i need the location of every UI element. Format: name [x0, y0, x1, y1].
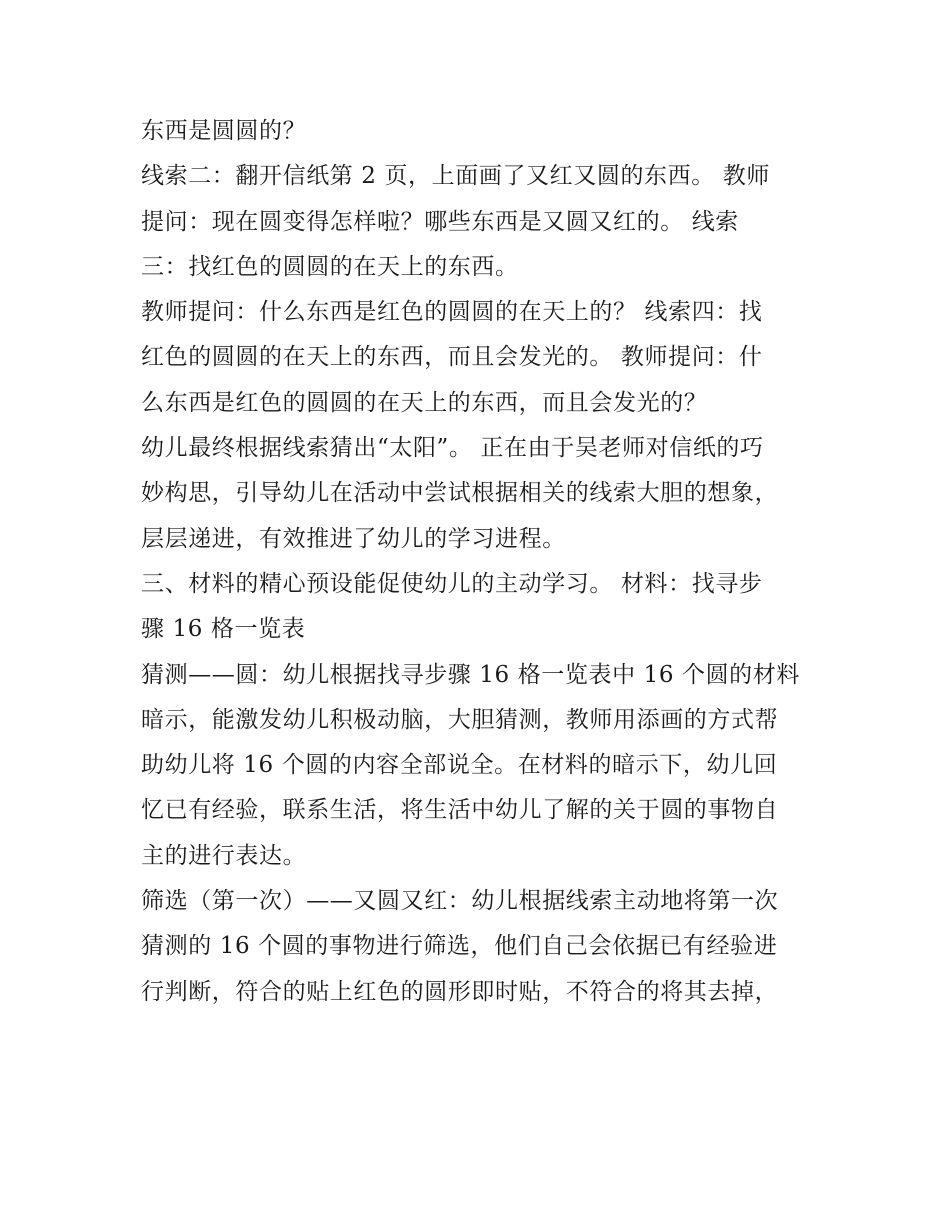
- text-line: 么东西是红色的圆圆的在天上的东西，而且会发光的？: [141, 389, 708, 416]
- text-line: 主的进行表达。: [141, 842, 307, 869]
- text-line: 红色的圆圆的在天上的东西，而且会发光的。 教师提问：什: [141, 344, 763, 371]
- text-line: 幼儿最终根据线索猜出“太阳”。 正在由于吴老师对信纸的巧: [141, 435, 764, 462]
- text-line: 忆已有经验，联系生活，将生活中幼儿了解的关于圆的事物自: [141, 797, 779, 824]
- text-line: 行判断，符合的贴上红色的圆形即时贴，不符合的将其去掉，: [141, 978, 779, 1005]
- text-line: 教师提问：什么东西是红色的圆圆的在天上的？ 线索四：找: [141, 299, 763, 326]
- text-line: 层层递进，有效推进了幼儿的学习进程。: [141, 525, 566, 552]
- text-line: 暗示，能激发幼儿积极动脑，大胆猜测，教师用添画的方式帮: [141, 706, 779, 733]
- body-text: [141, 109, 821, 1015]
- text-line: 助幼儿将 16 个圆的内容全部说全。在材料的暗示下，幼儿回: [141, 752, 778, 779]
- text-line: 线索二：翻开信纸第 2 页，上面画了又红又圆的东西。 教师: [141, 163, 770, 190]
- text-line: 筛选（第一次）——又圆又红：幼儿根据线索主动地将第一次: [141, 888, 779, 915]
- text-line: 骤 16 格一览表: [141, 616, 306, 643]
- text-line: 猜测的 16 个圆的事物进行筛选，他们自己会依据已有经验进: [141, 933, 778, 960]
- text-line: 三、材料的精心预设能促使幼儿的主动学习。 材料：找寻步: [141, 570, 763, 597]
- text-line: 妙构思，引导幼儿在活动中尝试根据相关的线索大胆的想象，: [141, 480, 779, 507]
- text-line: 猜测——圆：幼儿根据找寻步骤 16 格一览表中 16 个圆的材料: [141, 661, 800, 688]
- text-line: 提问：现在圆变得怎样啦？哪些东西是又圆又红的。 线索: [141, 208, 739, 235]
- text-line: 三：找红色的圆圆的在天上的东西。: [141, 253, 519, 280]
- text-line: 东西是圆圆的？: [141, 118, 307, 144]
